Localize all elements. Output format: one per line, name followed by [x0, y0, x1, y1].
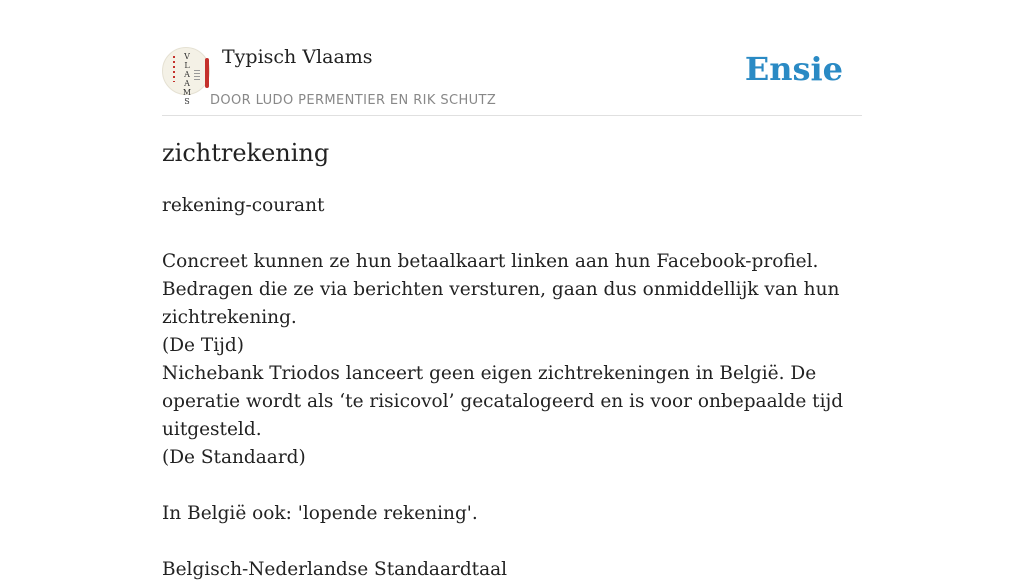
logo-letters: V L A A M S — [182, 52, 192, 106]
example-text: Concreet kunnen ze hun betaalkaart linken aan hun Facebook-profiel. Bedragen die ze via berichten versturen, gaan dus onmiddellijk van hun zichtrekening. — [162, 251, 840, 328]
spacer — [162, 528, 862, 556]
entry-register: Belgisch-Nederlandse Standaardtaal — [162, 559, 508, 580]
dictionary-header — [162, 0, 862, 116]
logo-decoration — [173, 56, 175, 82]
entry-headword: zichtrekening — [162, 139, 330, 167]
dictionary-title[interactable]: Typisch Vlaams — [222, 46, 373, 68]
page — [162, 0, 862, 580]
dictionary-logo[interactable] — [162, 47, 210, 106]
spacer — [162, 472, 862, 500]
example-source: (De Tijd) — [162, 335, 244, 356]
example-source: (De Standaard) — [162, 447, 306, 468]
brand-logo[interactable]: Ensie — [744, 50, 843, 88]
example-text: Nichebank Triodos lanceert geen eigen zichtrekeningen in België. De operatie wordt als ‘te risicovol’ gecatalogeerd en is voor onbepaalde tijd uitgesteld. — [162, 363, 844, 440]
spacer — [162, 220, 862, 248]
entry-note: In België ook: 'lopende rekening'. — [162, 503, 478, 524]
entry-content — [162, 192, 862, 584]
entry-synonym: rekening-courant — [162, 195, 325, 216]
dictionary-authors: DOOR LUDO PERMENTIER EN RIK SCHUTZ — [210, 93, 497, 108]
logo-decoration-lines — [194, 70, 200, 80]
logo-red-bar — [205, 58, 209, 88]
